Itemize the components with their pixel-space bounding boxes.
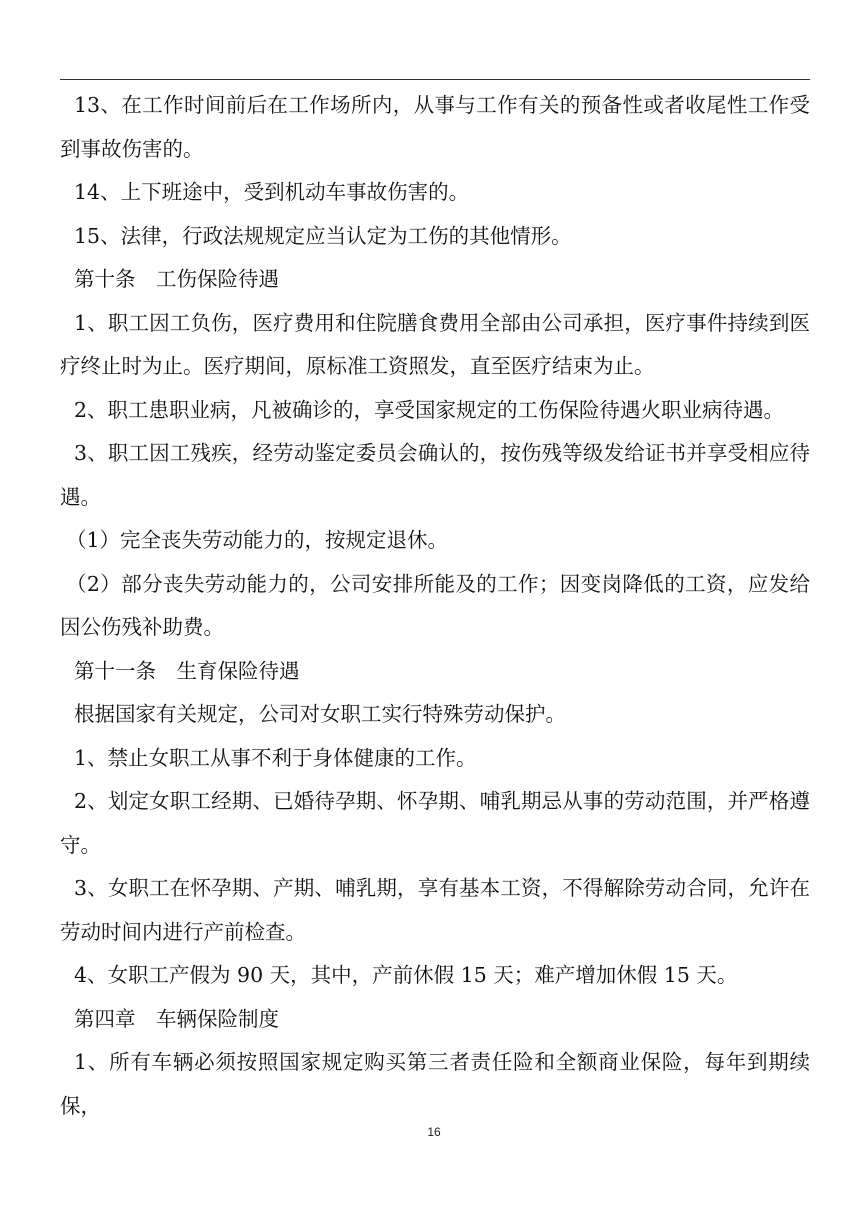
paragraph-item-15: 15、法律，行政法规规定应当认定为工伤的其他情形。 [74,223,572,248]
paragraph-disability-1: （1）完全丧失劳动能力的，按规定退休。 [66,528,449,552]
paragraph-vehicle-1: 1、所有车辆必须按照国家规定购买第三者责任险和全额商业保险，每年到期续保， [60,1050,810,1118]
page-number: 16 [427,1125,441,1139]
section-heading-article-11: 第十一条 生育保险待遇 [74,658,300,683]
paragraph-maternity-4: 4、女职工产假为 90 天，其中，产前休假 15 天；难产增加休假 15 天。 [74,963,738,987]
header-rule [60,79,810,80]
paragraph-item-14: 14、上下班途中，受到机动车事故伤害的。 [74,180,470,204]
paragraph-maternity-1: 1、禁止女职工从事不利于身体健康的工作。 [74,745,477,770]
chapter-heading-4: 第四章 车辆保险制度 [74,1006,279,1031]
paragraph-injury-2: 2、职工患职业病，凡被确诊的，享受国家规定的工伤保险待遇火职业病待遇。 [74,397,785,422]
paragraph-injury-1: 1、职工因工负伤，医疗费用和住院膳食费用全部由公司承担，医疗事件持续到医疗终止时为止。医疗期间，原标准工资照发，直至医疗结束为止。 [60,310,810,378]
paragraph-injury-3: 3、职工因工残疾，经劳动鉴定委员会确认的，按伤残等级发给证书并享受相应待遇。 [60,441,810,509]
paragraph-item-13: 13、在工作时间前后在工作场所内，从事与工作有关的预备性或者收尾性工作受到事故伤害的。 [60,93,810,161]
paragraph-maternity-3: 3、女职工在怀孕期、产期、哺乳期，享有基本工资，不得解除劳动合同，允许在劳动时间内进行产前检查。 [60,876,810,944]
section-heading-article-10: 第十条 工伤保险待遇 [74,267,279,291]
paragraph-disability-2: （2）部分丧失劳动能力的，公司安排所能及的工作；因变岗降低的工资，应发给因公伤残补助费。 [60,571,810,639]
paragraph-maternity-2: 2、划定女职工经期、已婚待孕期、怀孕期、哺乳期忌从事的劳动范围，并严格遵守。 [60,789,810,857]
paragraph-maternity-intro: 根据国家有关规定，公司对女职工实行特殊劳动保护。 [74,702,566,726]
document-body [60,84,810,1128]
